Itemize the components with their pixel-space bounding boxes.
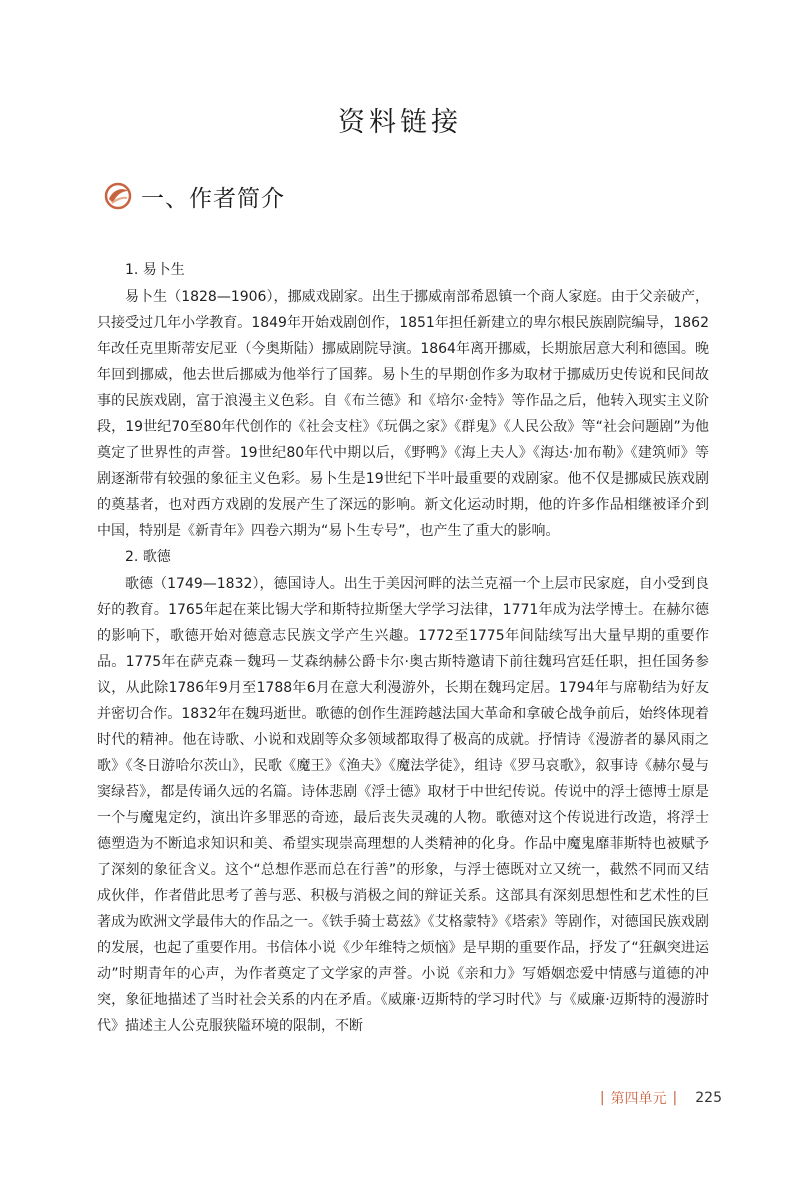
page-footer [594,1086,722,1110]
section-title: 一、作者简介 [141,185,285,212]
author-paragraph-goethe: 歌德（1749—1832），德国诗人。出生于美因河畔的法兰克福一个上层市民家庭，自小受到良好的教育。1765年起在莱比锡大学和斯特拉斯堡大学学习法律，1771年成为法学博士。在赫尔德的影响下，歌德开始对德意志民族文学产生兴趣。1772至1775年间陆续写出大量早期的重要作品。1775年在萨克森－魏玛－艾森纳赫公爵卡尔·奥古斯特邀请下前往魏玛宫廷任职，担任国务参议，从此除1786年9月至1788年6月在意大利漫游外，长期在魏玛定居。1794年与席勒结为好友并密切合作。1832年在魏玛逝世。歌德的创作生涯跨越法国大革命和拿破仑战争前后，始终体现着时代的精神。他在诗歌、小说和戏剧等众多领域都取得了极高的成就。抒情诗《漫游者的暴风雨之歌》《冬日游哈尔茨山》，民歌《魔王》《渔夫》《魔法学徒》，组诗《罗马哀歌》，叙事诗《赫尔曼与窦绿苔》，都是传诵久远的名篇。诗体悲剧《浮士德》取材于中世纪传说。传说中的浮士德博士原是一个与魔鬼定约，演出许多罪恶的奇迹，最后丧失灵魂的人物。歌德对这个传说进行改造，将浮士德塑造为不断追求知识和美、希望实现崇高理想的人类精神的化身。作品中魔鬼靡菲斯特也被赋予了深刻的象征含义。这个“总想作恶而总在行善”的形象，与浮士德既对立又统一，截然不同而又结成伙伴，作者借此思考了善与恶、积极与消极之间的辩证关系。这部具有深刻思想性和艺术性的巨著成为欧洲文学最伟大的作品之一。《铁手骑士葛兹》《艾格蒙特》《塔索》等剧作，对德国民族戏剧的发展，也起了重要作用。书信体小说《少年维特之烦恼》是早期的重要作品，抒发了“狂飙突进运动”时期青年的心声，为作者奠定了文学家的声誉。小说《亲和力》写婚姻恋爱中情感与道德的冲突，象征地描述了当时社会关系的内在矛盾。《威廉·迈斯特的学习时代》与《威廉·迈斯特的漫游时代》描述主人公克服狭隘环境的限制，不断 [97,575,709,1034]
author-paragraph-ibsen: 易卜生（1828—1906），挪威戏剧家。出生于挪威南部希恩镇一个商人家庭。由于父亲破产，只接受过几年小学教育。1849年开始戏剧创作，1851年担任新建立的卑尔根民族剧院编导，1862年改任克里斯蒂安尼亚（今奥斯陆）挪威剧院导演。1864年离开挪威，长期旅居意大利和德国。晚年回到挪威，他去世后挪威为他举行了国葬。易卜生的早期创作多为取材于挪威历史传说和民间故事的民族戏剧，富于浪漫主义色彩。自《布兰德》和《培尔·金特》等作品之后，他转入现实主义阶段，19世纪70至80年代创作的《社会支柱》《玩偶之家》《群鬼》《人民公敌》等“社会问题剧”为他奠定了世界性的声誉。19世纪80年代中期以后，《野鸭》《海上夫人》《海达·加布勒》《建筑师》等剧逐渐带有较强的象征主义色彩。易卜生是19世纪下半叶最重要的戏剧家。他不仅是挪威民族戏剧的奠基者，也对西方戏剧的发展产生了深远的影响。新文化运动时期，他的许多作品相继被译介到中国，特别是《新青年》四卷六期为“易卜生专号”，也产生了重大的影响。 [97,288,709,539]
page-number: 225 [695,1090,722,1106]
page-title: 资料链接 [338,107,462,138]
unit-label: 第四单元 [610,1091,667,1107]
section-heading [103,178,285,214]
author-heading-ibsen: 1. 易卜生 [125,262,185,278]
footer-divider-left: | [599,1090,605,1106]
document-body [97,258,709,1039]
author-heading-goethe: 2. 歌德 [125,548,171,565]
footer-divider-right: | [672,1090,678,1106]
swirl-ribbon-icon [103,181,133,211]
